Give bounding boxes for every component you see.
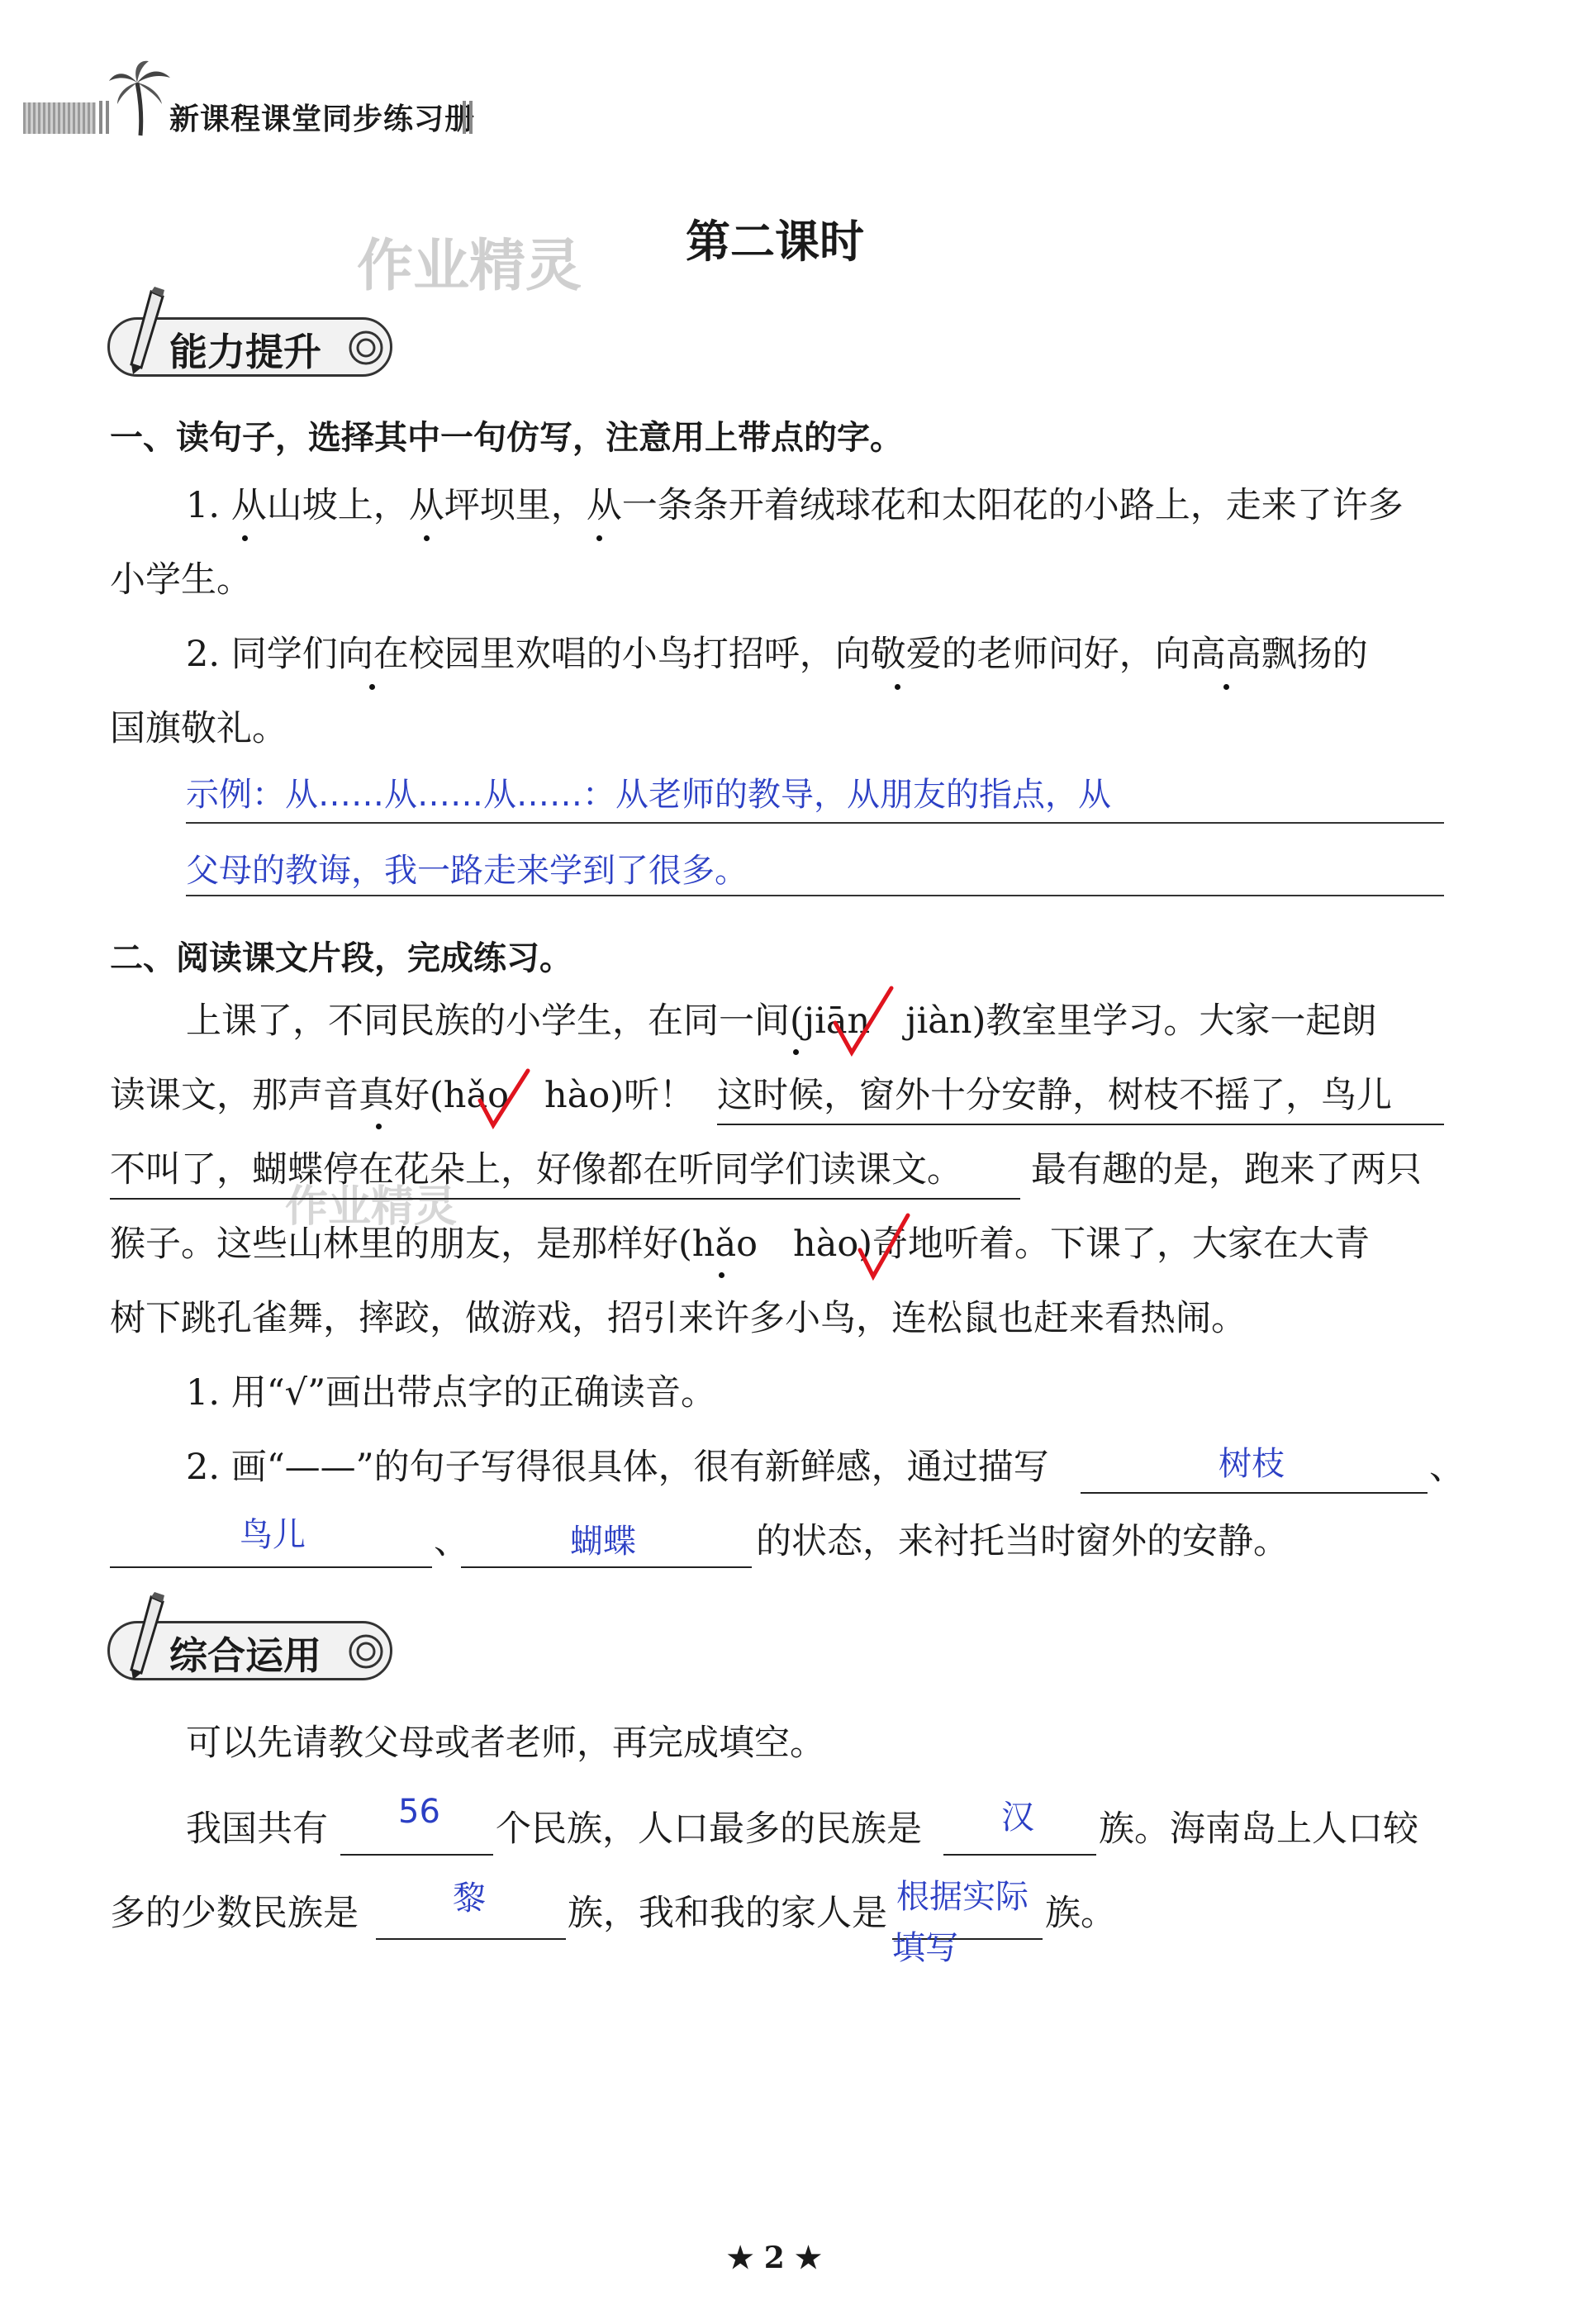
handwritten-answer: 填写 [892,1929,958,1967]
fill-blank[interactable] [110,1566,432,1568]
check-mark-icon [475,1066,533,1132]
answer-line [186,895,1444,896]
palm-tree-icon [107,58,173,137]
watermark: 作业精灵 [357,234,582,299]
fill-blank[interactable] [1081,1492,1428,1494]
question-heading: 一、读句子，选择其中一句仿写，注意用上带点的字。 [110,419,903,457]
fill-text: 多的少数民族是 [110,1893,359,1934]
task-text: 的状态，来衬托当时窗外的安静。 [756,1521,1289,1562]
handwritten-answer: 示例：从……从……从……：从老师的教导，从朋友的指点，从 [186,776,1111,814]
sentence-text: 2. 同学们向在校园里欢唱的小鸟打招呼，向敬爱的老师问好，向高高飘扬的 [186,634,1368,675]
page-title: 第二课时 [686,216,864,268]
handwritten-answer: 蝴蝶 [570,1523,636,1561]
header-end-mark [463,101,473,134]
emphasis-dot [793,1049,799,1055]
fill-blank[interactable] [340,1854,493,1856]
emphasis-dot [719,1272,724,1278]
target-icon [347,1633,385,1671]
header-decor-bar [23,102,96,134]
passage-text: 读课文，那声音真好(hǎo hào)听！ [110,1075,695,1116]
handwritten-answer: 黎 [453,1880,486,1918]
handwritten-answer: 汉 [1001,1799,1034,1837]
fill-blank[interactable] [461,1566,752,1568]
passage-text: 上课了，不同民族的小学生，在同一间(jiān jiàn)教室里学习。大家一起朗 [186,1000,1377,1042]
emphasis-dot [596,535,602,541]
emphasis-dot [1223,684,1229,690]
passage-text: 猴子。这些山林里的朋友，是那样好(hǎo hào)奇地听着。下课了，大家在大青 [110,1224,1370,1265]
instruction-text: 可以先请教父母或者老师，再完成填空。 [186,1723,825,1764]
sentence-text: 国旗敬礼。 [110,708,287,749]
emphasis-dot [424,535,430,541]
fill-text: 个民族，人口最多的民族是 [496,1808,922,1850]
pencil-icon [120,1590,169,1681]
underlined-sentence: 不叫了，蝴蝶停在花朵上，好像都在听同学们读课文。 [110,1149,962,1191]
header-divider [99,101,102,134]
emphasis-dot [376,1124,382,1129]
passage-text: 树下跳孔雀舞，摔跤，做游戏，招引来许多小鸟，连松鼠也赶来看热闹。 [110,1298,1247,1339]
underlined-sentence: 这时候，窗外十分安静，树枝不摇了，鸟儿 [717,1075,1392,1116]
handwritten-answer: 56 [398,1793,440,1831]
section-title-apply: 综合运用 [169,1633,321,1678]
task-text: 1. 用“√”画出带点字的正确读音。 [186,1372,717,1414]
sentence-text: 1. 从山坡上，从坪坝里，从一条条开着绒球花和太阳花的小路上，走来了许多 [186,485,1404,526]
answer-line [186,822,1444,824]
check-mark-icon [830,983,896,1057]
fill-blank[interactable] [376,1938,566,1940]
handwritten-answer: 树枝 [1219,1445,1285,1483]
task-text: 、 [1429,1447,1465,1488]
handwritten-answer: 父母的教诲，我一路走来学到了很多。 [186,852,748,890]
emphasis-dot [242,535,248,541]
emphasis-dot [369,684,375,690]
sentence-text: 小学生。 [110,559,252,601]
watermark: 作业精灵 [285,1182,458,1232]
series-title: 新课程课堂同步练习册 [169,102,476,136]
task-text: 2. 画“——”的句子写得很具体，很有新鲜感，通过描写 [186,1447,1049,1488]
fill-text: 我国共有 [186,1808,328,1850]
fill-text: 族，我和我的家人是 [568,1893,887,1934]
passage-text: 最有趣的是，跑来了两只 [1031,1149,1422,1191]
emphasis-dot [895,684,900,690]
pencil-icon [120,285,169,376]
sentence-underline [110,1198,1020,1200]
check-mark-icon [855,1210,913,1285]
fill-text: 族。 [1045,1893,1116,1934]
section-title-ability: 能力提升 [169,330,321,374]
handwritten-answer: 鸟儿 [240,1516,306,1554]
fill-blank[interactable] [943,1854,1096,1856]
target-icon [347,329,385,367]
fill-text: 族。海南岛上人口较 [1099,1808,1418,1850]
handwritten-answer: 根据实际 [896,1878,1029,1916]
sentence-underline [717,1124,1444,1125]
task-text: 、 [434,1521,469,1562]
question-heading: 二、阅读课文片段，完成练习。 [110,939,572,977]
page-number: ★ 2 ★ [727,2241,822,2275]
